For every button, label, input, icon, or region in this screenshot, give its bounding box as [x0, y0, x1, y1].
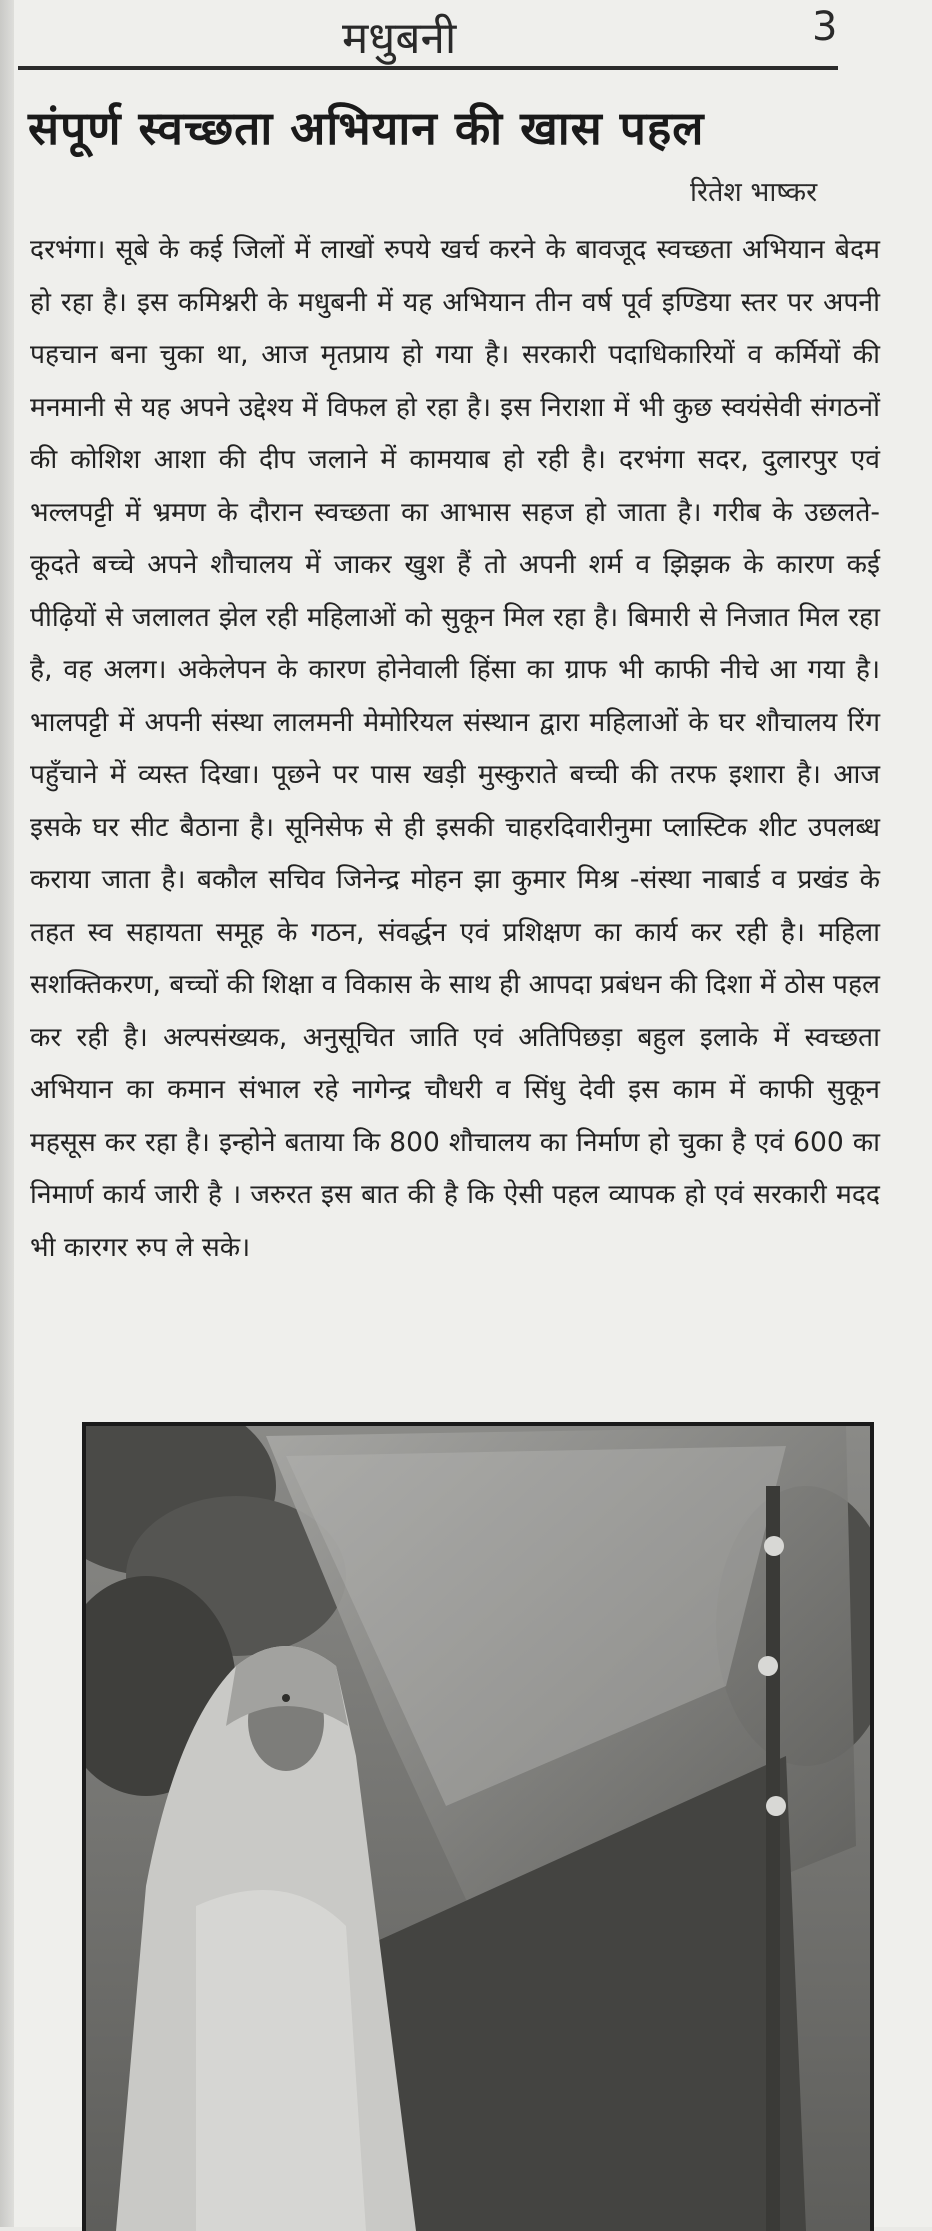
article-photo — [82, 1422, 874, 2231]
header-rule — [18, 66, 838, 70]
section-name: मधुबनी — [342, 13, 457, 64]
photo-woman-near-toilet-shelter — [86, 1426, 870, 2231]
article-headline: संपूर्ण स्वच्छता अभियान की खास पहल — [28, 101, 705, 155]
page-number: 3 — [812, 4, 838, 50]
article-byline: रितेश भाष्कर — [690, 177, 818, 208]
article-body: दरभंगा। सूबे के कई जिलों में लाखों रुपये खर्च करने के बावजूद स्वच्छता अभियान बेदम हो रहा है। इस कमिश्नरी के मधुबनी में यह अभियान तीन वर्ष पूर्व इण्डिया स्तर पर अपनी पहचान बना चुका था, आज मृतप्राय हो गया है। सरकारी पदाधिकारियों व कर्मियों की मनमानी से यह अपने उद्देश्य में विफल हो रहा है। इस निराशा में भी कुछ स्वयंसेवी संगठनों की कोशिश आशा की दीप जलाने में कामयाब हो रही है। दरभंगा सदर, दुलारपुर एवं भल्लपट्टी में भ्रमण के दौरान स्वच्छता का आभास सहज हो जाता है। गरीब के उछलते-कूदते बच्चे अपने शौचालय में जाकर खुश हैं तो अपनी शर्म व झिझक के कारण कई पीढ़ियों से जलालत झेल रही महिलाओं को सुकून मिल रहा है। बिमारी से निजात मिल रहा है, वह अलग। अकेलेपन के कारण होनेवाली हिंसा का ग्राफ भी काफी नीचे आ गया है। भालपट्टी में अपनी संस्था लालमनी मेमोरियल संस्थान द्वारा महिलाओं के घर शौचालय रिंग पहुँचाने में व्यस्त दिखा। पूछने पर पास खड़ी मुस्कुराते बच्ची की तरफ इशारा है। आज इसके घर सीट बैठाना है। सूनिसेफ से ही इसकी चाहरदिवारीनुमा प्लास्टिक शीट उपलब्ध कराया जाता है। बकौल सचिव जिनेन्द्र मोहन झा कुमार मिश्र -संस्था नाबार्ड व प्रखंड के तहत स्व सहायता समूह के गठन, संवर्द्धन एवं प्रशिक्षण का कार्य कर रही है। महिला सशक्तिकरण, बच्चों की शिक्षा व विकास के साथ ही आपदा प्रबंधन की दिशा में ठोस पहल कर रही है। अल्पसंख्यक, अनुसूचित जाति एवं अतिपिछड़ा बहुल इलाके में स्वच्छता अभियान का कमान संभाल रहे नागेन्द्र चौधरी व सिंधु देवी इस काम में काफी सुकून महसूस कर रहा है। इन्होने बताया कि 800 शौचालय का निर्माण हो चुका है एवं 600 का निमार्ण कार्य जारी है । जरुरत इस बात की है कि ऐसी पहल व्यापक हो एवं सरकारी मदद भी कारगर रुप ले सके। — [30, 234, 880, 1263]
page-header — [22, 0, 842, 70]
